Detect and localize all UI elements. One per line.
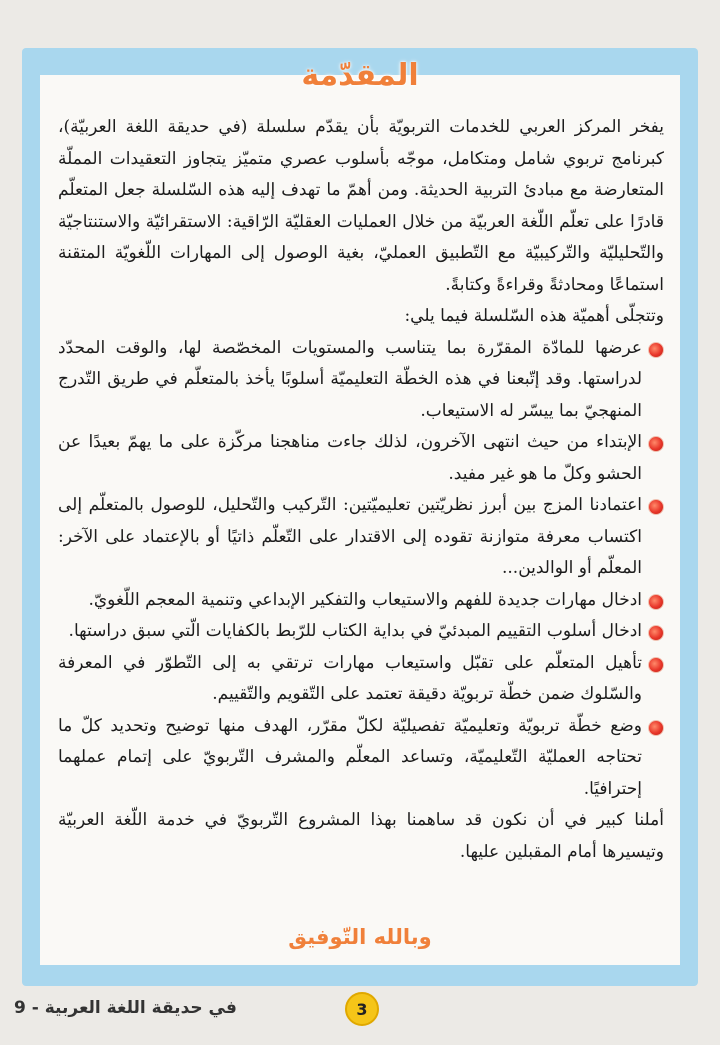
list-item: اعتمادنا المزج بين أبرز نظريّتين تعليميّتين: التّركيب والتّحليل، للوصول بالمتعلّم إلى اكتساب معرفة متوازنة تقوده إلى الاقتدار على التّعلّم ذاتيًا أو بالإعتماد على الآخر: المعلّم أو الوالدين...	[58, 490, 664, 585]
conclusion-paragraph: أملنا كبير في أن نكون قد ساهمنا بهذا المشروع التّربويّ في خدمة اللّغة العربيّة وتيسيرها أمام المقبلين عليها.	[58, 810, 664, 862]
page-number-badge: 3	[345, 992, 379, 1026]
footer-book-title: في حديقة اللغة العربية - 9	[14, 998, 237, 1018]
bullet-icon	[648, 436, 664, 452]
bullet-icon	[648, 342, 664, 358]
bullet-icon	[648, 594, 664, 610]
bullet-icon	[648, 657, 664, 673]
list-item: الإبتداء من حيث انتهى الآخرون، لذلك جاءت مناهجنا مركّزة على ما يهمّ بعيدًا عن الحشو وكلّ ما هو غير مفيد.	[58, 427, 664, 490]
intro-paragraph: يفخر المركز العربي للخدمات التربويّة بأن يقدّم سلسلة (في حديقة اللغة العربيّة)، كبرنامج تربوي شامل ومتكامل، موجّه بأسلوب عصري متميّز يتجاوز التعقيدات المملّة المتعارضة مع مبادئ التربية الحديثة. ومن أهمّ ما تهدف إليه هذه السّلسلة جعل المتعلّم قادرًا على تعلّم اللّغة العربيّة من خلال العمليات العقليّة الرّاقية: الاستقرائيّة والاستنتاجيّة والتّحليليّة والتّركيبيّة مع التّطبيق العمليّ، بغية الوصول إلى المهارات اللّغويّة المتقنة استماعًا ومحادثةً وقراءةً وكتابةً.	[58, 117, 664, 295]
bullet-icon	[648, 499, 664, 515]
list-item: ادخال مهارات جديدة للفهم والاستيعاب والتفكير الإبداعي وتنمية المعجم اللّغويّ.	[58, 585, 664, 617]
list-item: تأهيل المتعلّم على تقبّل واستيعاب مهارات ترتقي به إلى التّطوّر في المعرفة والسّلوك ضمن خطّة تربويّة دقيقة تعتمد على التّقويم والتّقييم.	[58, 648, 664, 711]
bullet-icon	[648, 720, 664, 736]
points-list	[58, 333, 664, 806]
page-title: المقدّمة	[301, 58, 419, 93]
list-item: ادخال أسلوب التقييم المبدئيّ في بداية الكتاب للرّبط بالكفايات الّتي سبق دراستها.	[58, 616, 664, 648]
list-item: وضع خطّة تربويّة وتعليميّة تفصيليّة لكلّ مقرّر، الهدف منها توضيح وتحديد كلّ ما تحتاجه العمليّة التّعليميّة، وتساعد المعلّم والمشرف التّربويّ على إتمام عملهما إحترافيًا.	[58, 711, 664, 806]
body-text	[58, 112, 664, 868]
list-item: عرضها للمادّة المقرّرة بما يتناسب والمستويات المخصّصة لها، والوقت المحدّد لدراستها. وقد إتّبعنا في هذه الخطّة التعليميّة أسلوبًا يأخذ بالمتعلّم في طريق التّدرج المنهجيّ بما ييسّر له الاستيعاب.	[58, 333, 664, 428]
bullet-icon	[648, 625, 664, 641]
closing-line: وبالله التّوفيق	[288, 925, 432, 949]
intro-lead: وتتجلّى أهميّة هذه السّلسلة فيما يلي:	[404, 306, 664, 326]
